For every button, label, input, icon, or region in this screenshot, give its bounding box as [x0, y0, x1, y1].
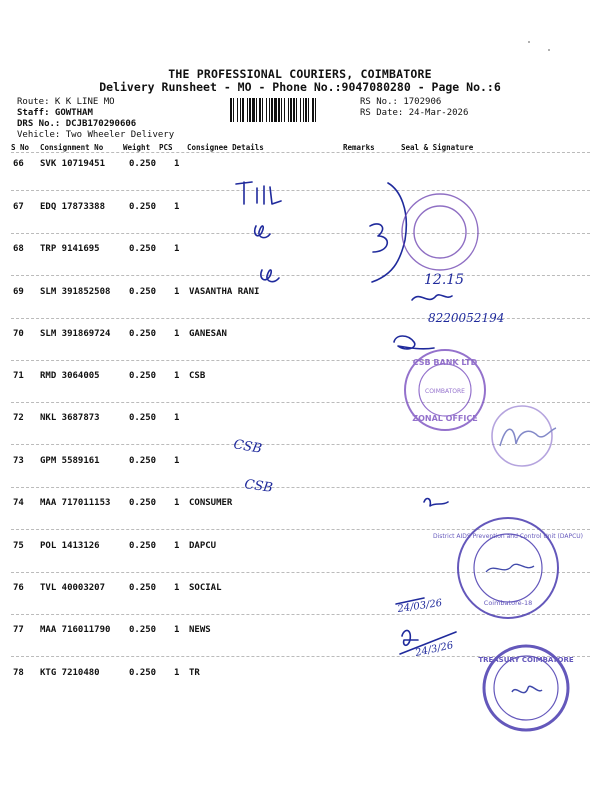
row-consignment: RMD 3064005 — [40, 371, 100, 381]
row-consignee: TR — [189, 668, 200, 678]
treasury-stamp — [478, 646, 574, 730]
row-sno: 72 — [13, 413, 24, 423]
row-weight: 0.250 — [129, 244, 157, 254]
drs-number: DRS No.: DCJB170290606 — [17, 119, 137, 129]
row-pcs: 1 — [174, 498, 180, 508]
row-weight: 0.250 — [129, 541, 157, 551]
row-pcs: 1 — [174, 244, 180, 254]
row-sno: 78 — [13, 668, 24, 678]
row-pcs: 1 — [174, 456, 180, 466]
csb-stamp-bank: CSB BANK LTD — [412, 358, 478, 367]
row-weight: 0.250 — [129, 371, 157, 381]
row-consignee: NEWS — [189, 625, 211, 635]
row-weight: 0.250 — [129, 159, 157, 169]
row-sno: 69 — [13, 287, 24, 297]
row-weight: 0.250 — [129, 413, 157, 423]
vehicle-label: Vehicle: Two Wheeler Delivery — [17, 130, 175, 140]
staff-label: Staff: GOWTHAM — [17, 108, 93, 118]
dapcu-stamp-city: Coimbatore-18 — [483, 599, 533, 607]
col-weight: Weight — [123, 143, 151, 152]
row-weight: 0.250 — [129, 329, 157, 339]
row-consignment: MAA 717011153 — [40, 498, 111, 508]
col-consignment: Consignment No — [40, 143, 104, 152]
row-weight: 0.250 — [129, 202, 157, 212]
row-sno: 75 — [13, 541, 24, 551]
treasury-stamp-label: TREASURY COIMBATORE — [478, 656, 574, 664]
col-pcs: PCS — [159, 143, 173, 152]
row-consignment: SLM 391869724 — [40, 329, 111, 339]
row-consignment: SVK 10719451 — [40, 159, 106, 169]
csb-stamp-office: ZONAL OFFICE — [412, 414, 478, 423]
row-sno: 74 — [13, 498, 24, 508]
row-pcs: 1 — [174, 159, 180, 169]
row-pcs: 1 — [174, 202, 180, 212]
rs-date: RS Date: 24-Mar-2026 — [360, 108, 469, 118]
row-consignment: TRP 9141695 — [40, 244, 100, 254]
row-sno: 76 — [13, 583, 24, 593]
row-pcs: 1 — [174, 329, 180, 339]
row-pcs: 1 — [174, 541, 180, 551]
row-consignment: EDQ 17873388 — [40, 202, 106, 212]
row-weight: 0.250 — [129, 625, 157, 635]
row-sno: 70 — [13, 329, 24, 339]
dapcu-stamp — [433, 518, 583, 618]
csb-bank-stamp — [405, 350, 485, 430]
row-pcs: 1 — [174, 668, 180, 678]
row-sno: 68 — [13, 244, 24, 254]
stamp-top — [402, 194, 478, 270]
row-consignee: CSB — [189, 371, 206, 381]
company-name: THE PROFESSIONAL COURIERS, COIMBATORE — [168, 67, 432, 81]
row-consignee: VASANTHA RANI — [189, 287, 260, 297]
csb-stamp-city: COIMBATORE — [425, 388, 465, 395]
row-consignment: NKL 3687873 — [40, 413, 100, 423]
handwritten-date-2: 24/3/26 — [414, 640, 455, 659]
handwritten-date-1: 24/03/26 — [396, 597, 443, 615]
row-sno: 77 — [13, 625, 24, 635]
row-sno: 71 — [13, 371, 24, 381]
col-consignee: Consignee Details — [187, 143, 264, 152]
row-sno: 73 — [13, 456, 24, 466]
row-weight: 0.250 — [129, 456, 157, 466]
col-remarks: Remarks — [343, 143, 375, 152]
row-weight: 0.250 — [129, 583, 157, 593]
row-consignee: SOCIAL — [189, 583, 222, 593]
row-weight: 0.250 — [129, 498, 157, 508]
row-consignment: POL 1413126 — [40, 541, 100, 551]
row-pcs: 1 — [174, 625, 180, 635]
runsheet-title: Delivery Runsheet - MO - Phone No.:9047080280 - Page No.:6 — [99, 80, 501, 94]
handwritten-time: 12.15 — [424, 272, 465, 288]
row-consignment: TVL 40003207 — [40, 583, 106, 593]
row-consignee: CONSUMER — [189, 498, 233, 508]
row-pcs: 1 — [174, 287, 180, 297]
row-pcs: 1 — [174, 583, 180, 593]
route-label: Route: K K LINE MO — [17, 97, 115, 107]
row-consignment: SLM 391852508 — [40, 287, 111, 297]
row-consignment: KTG 7210480 — [40, 668, 100, 678]
col-seal: Seal & Signature — [401, 143, 474, 152]
row-sno: 66 — [13, 159, 24, 169]
row-weight: 0.250 — [129, 287, 157, 297]
handwritten-csb-2: CSB — [243, 477, 274, 496]
row-pcs: 1 — [174, 413, 180, 423]
row-sno: 67 — [13, 202, 24, 212]
row-consignee: DAPCU — [189, 541, 217, 551]
handwritten-phone: 8220052194 — [428, 311, 505, 325]
row-pcs: 1 — [174, 371, 180, 381]
row-consignee: GANESAN — [189, 329, 227, 339]
rs-number: RS No.: 1702906 — [360, 97, 442, 107]
handwritten-csb-1: CSB — [232, 437, 263, 457]
dapcu-stamp-name: District AIDS Prevention and Control Unit (DAPCU) — [432, 533, 584, 540]
row-weight: 0.250 — [129, 668, 157, 678]
row-consignment: MAA 716011790 — [40, 625, 111, 635]
col-sno: S No — [11, 143, 30, 152]
row-consignment: GPM 5589161 — [40, 456, 100, 466]
stamp-row-72 — [492, 406, 556, 466]
